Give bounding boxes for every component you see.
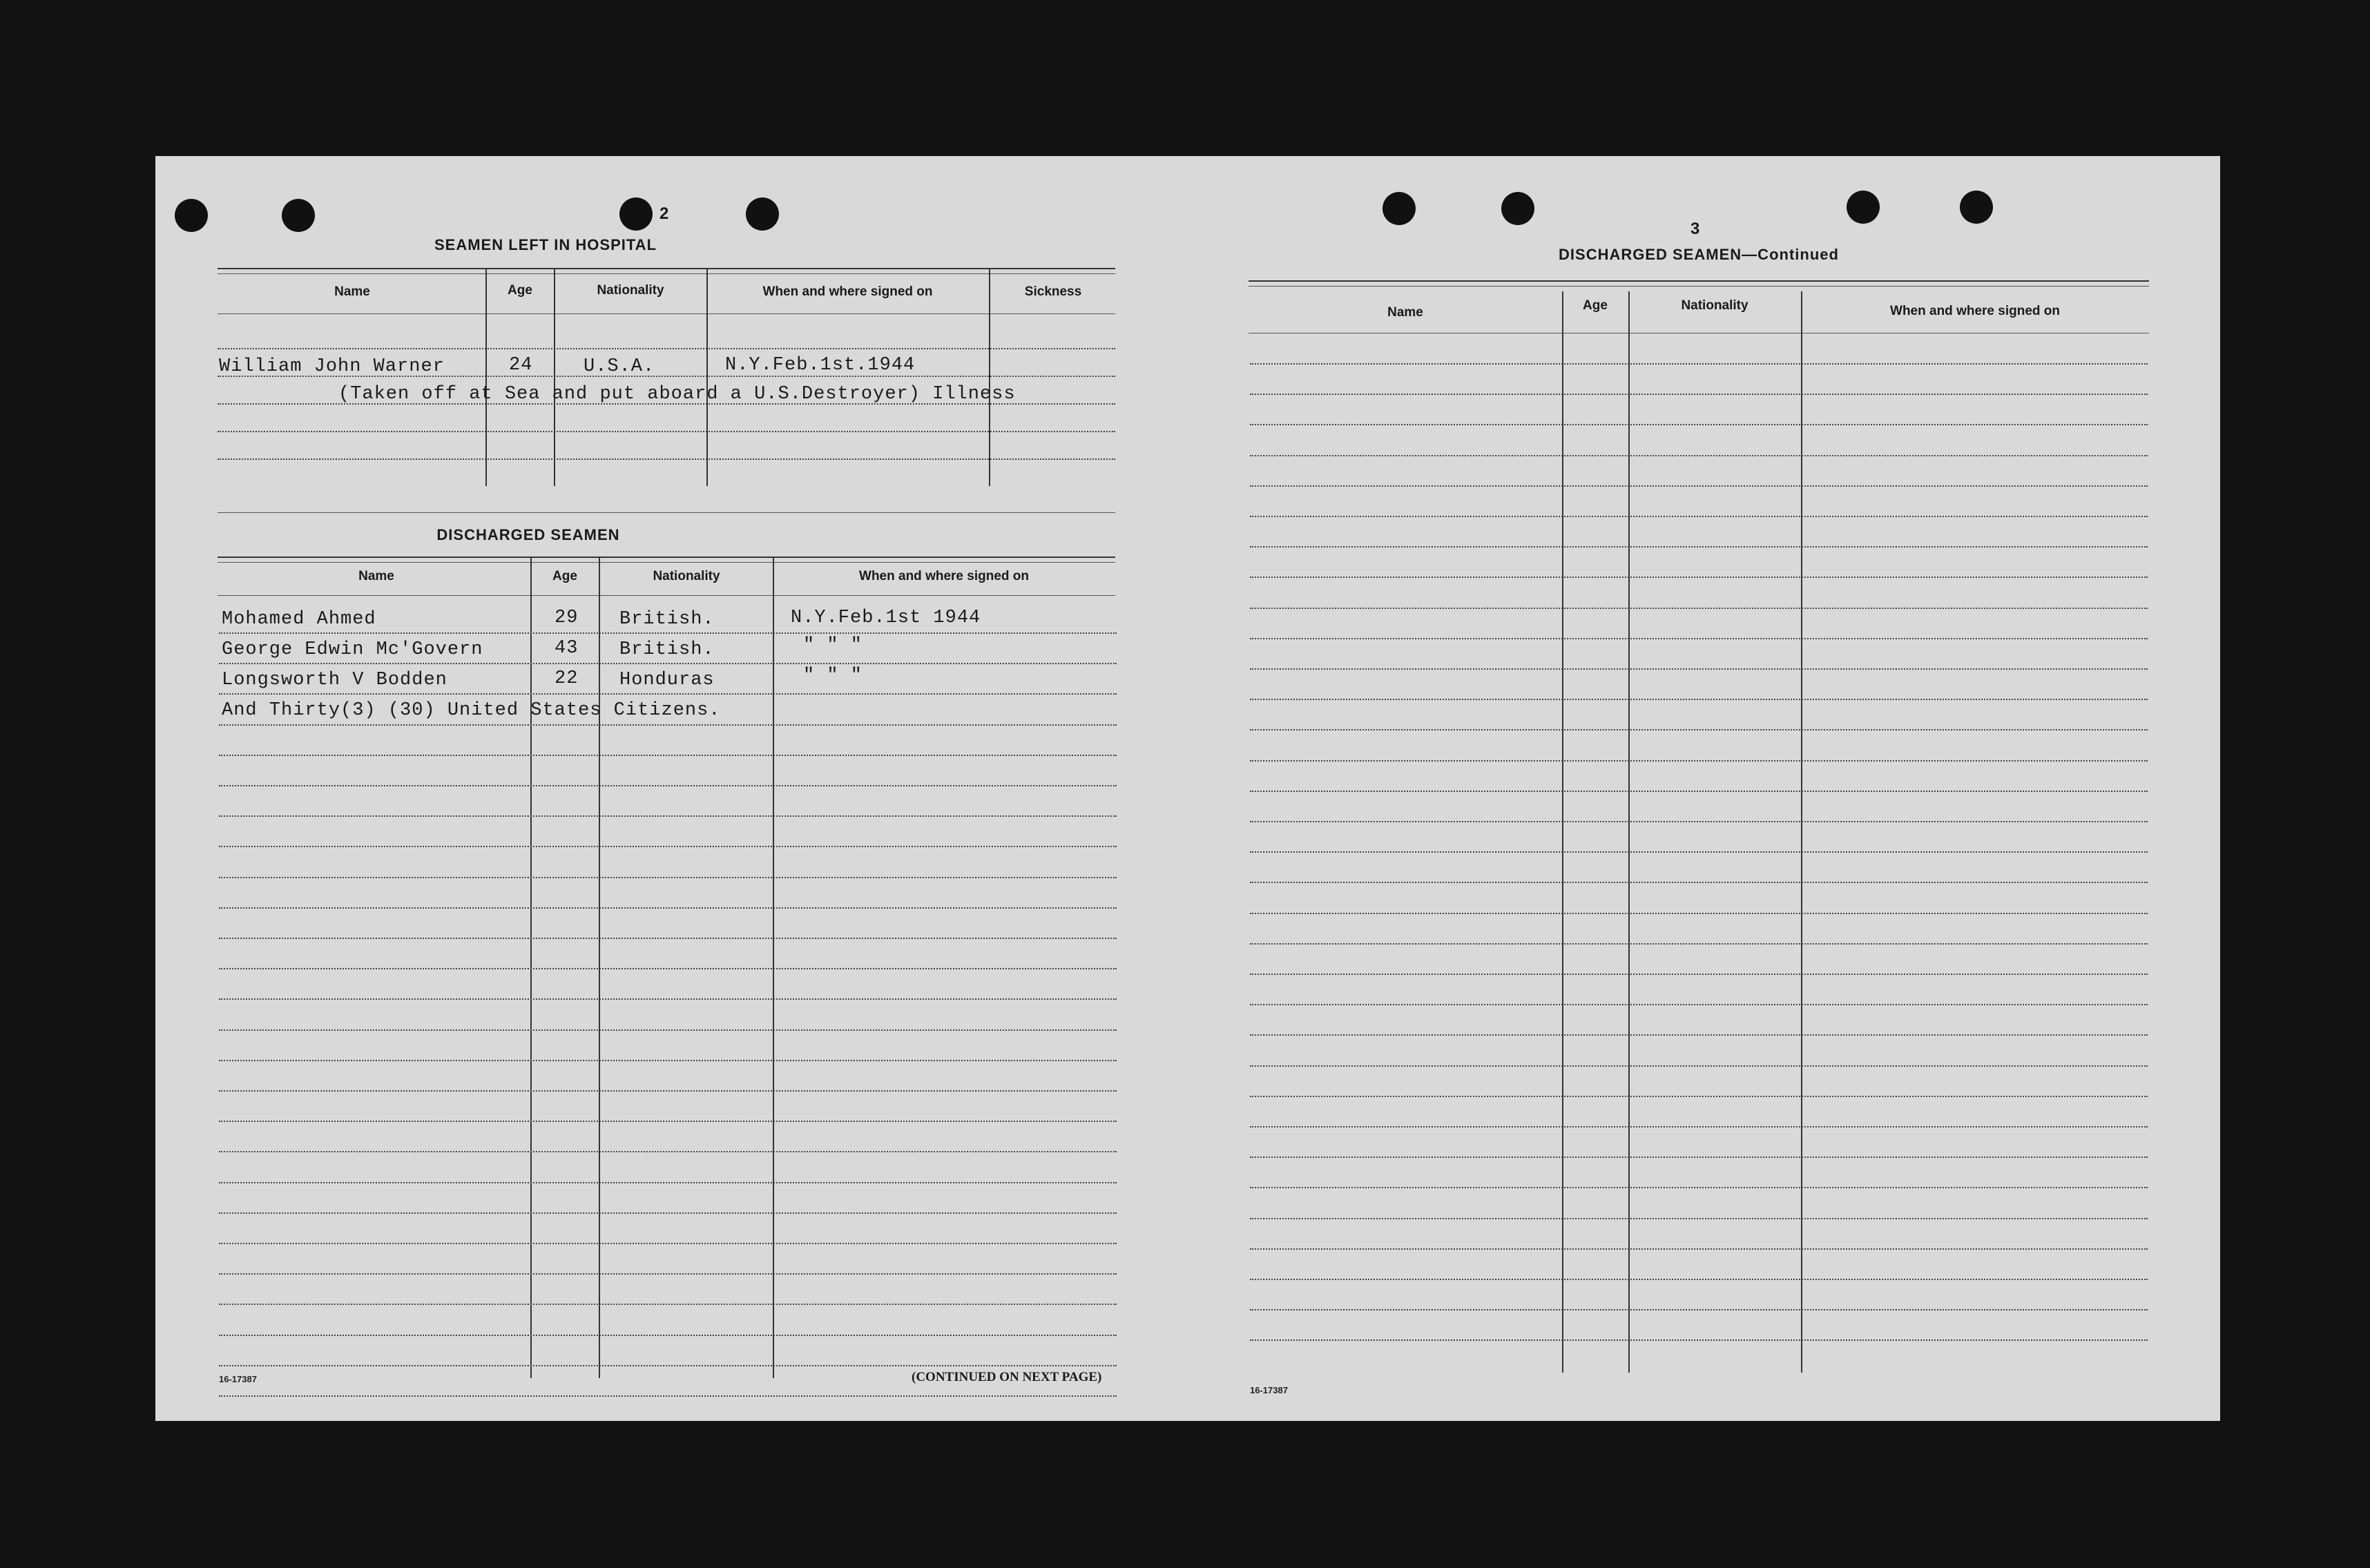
ruled-line (219, 1060, 1117, 1061)
page-number: 2 (659, 204, 669, 223)
ruled-line (219, 998, 1117, 1000)
table-rule (218, 273, 1115, 274)
ruled-line (219, 724, 1117, 726)
form-number: 16-17387 (219, 1374, 257, 1384)
punch-hole (1960, 191, 1993, 224)
hospital-section-title: SEAMEN LEFT IN HOSPITAL (434, 236, 657, 253)
discharged-row-age: 29 (555, 608, 579, 628)
ruled-line (1250, 1004, 2148, 1005)
right-page (1126, 156, 2220, 1421)
ruled-line (219, 1365, 1117, 1366)
column-divider (1628, 291, 1630, 1373)
ruled-line (1250, 546, 2148, 548)
discharged-row-signed-on: " " " (803, 635, 863, 656)
ruled-line (219, 1212, 1117, 1214)
table-rule (218, 595, 1115, 596)
ruled-line (219, 1151, 1117, 1152)
ruled-line (1250, 363, 2148, 365)
ruled-line (1250, 760, 2148, 762)
ruled-line (219, 938, 1117, 939)
col-signed-on: When and where signed on (859, 569, 1029, 583)
col-name: Name (358, 569, 394, 583)
ruled-line (1250, 851, 2148, 853)
ruled-line (219, 693, 1117, 695)
table-rule (218, 562, 1115, 563)
column-divider (989, 268, 990, 486)
col-age: Age (1583, 298, 1608, 313)
ruled-line (1250, 516, 2148, 517)
ruled-line (219, 755, 1117, 756)
discharged-row-nationality: British. (619, 639, 715, 660)
col-name: Name (1387, 305, 1423, 320)
col-sickness: Sickness (1024, 284, 1082, 299)
col-signed-on: When and where signed on (1890, 304, 2060, 318)
table-rule (218, 512, 1115, 513)
hospital-row-signed-on: N.Y.Feb.1st.1944 (725, 355, 916, 376)
ruled-line (1250, 455, 2148, 456)
form-number: 16-17387 (1250, 1385, 1288, 1395)
punch-hole (175, 199, 208, 232)
ruled-line (219, 907, 1117, 909)
ruled-line (219, 1395, 1117, 1397)
column-divider (1562, 291, 1563, 1373)
ruled-line (219, 968, 1117, 969)
ruled-line (1250, 1096, 2148, 1097)
ruled-line (219, 1243, 1117, 1244)
discharged-section-title: DISCHARGED SEAMEN (436, 526, 620, 543)
ruled-line (1250, 608, 2148, 609)
ruled-line (1250, 424, 2148, 425)
ruled-line (1250, 577, 2148, 578)
column-divider (773, 556, 774, 1378)
page-number: 3 (1690, 220, 1700, 238)
ruled-line (1250, 1248, 2148, 1250)
ruled-line (219, 1090, 1117, 1092)
ruled-line (1250, 1187, 2148, 1188)
table-rule (218, 431, 1115, 432)
hospital-row-age: 24 (509, 355, 533, 376)
column-divider (706, 268, 708, 486)
ruled-line (1250, 638, 2148, 639)
discharged-row-name: George Edwin Mc'Govern (222, 639, 483, 660)
punch-hole (282, 199, 315, 232)
table-rule (1249, 286, 2149, 287)
ruled-line (219, 1335, 1117, 1336)
ruled-line (1250, 1156, 2148, 1158)
hospital-row-nationality: U.S.A. (584, 356, 655, 377)
hospital-note: (Taken off at Sea and put aboard a U.S.Destroyer) Illness (338, 384, 1016, 405)
ruled-line (1250, 882, 2148, 883)
col-nationality: Nationality (597, 283, 664, 298)
punch-hole (1847, 191, 1880, 224)
table-rule (1249, 280, 2149, 282)
punch-hole (619, 197, 653, 231)
ruled-line (219, 846, 1117, 847)
column-divider (485, 268, 487, 486)
discharged-row-age: 22 (555, 668, 579, 689)
table-rule (218, 458, 1115, 460)
ruled-line (1250, 394, 2148, 395)
ruled-line (1250, 1218, 2148, 1219)
punch-hole (746, 197, 779, 231)
ruled-line (1250, 1034, 2148, 1036)
discharged-row-signed-on: " " " (803, 666, 863, 686)
ruled-line (1250, 485, 2148, 487)
ruled-line (219, 1029, 1117, 1031)
punch-hole (1382, 192, 1416, 225)
col-age: Age (508, 283, 532, 298)
discharged-row-signed-on: N.Y.Feb.1st 1944 (791, 608, 981, 628)
column-divider (530, 556, 532, 1378)
ruled-line (219, 1121, 1117, 1122)
ruled-line (219, 632, 1117, 634)
col-nationality: Nationality (653, 569, 720, 583)
col-name: Name (334, 284, 370, 299)
discharged-row-name: Longsworth V Bodden (222, 670, 447, 690)
punch-hole (1501, 192, 1534, 225)
ruled-line (1250, 699, 2148, 700)
left-page (155, 156, 1126, 1421)
ruled-line (1250, 791, 2148, 792)
ruled-line (219, 785, 1117, 786)
col-nationality: Nationality (1681, 298, 1748, 313)
ruled-line (1250, 1309, 2148, 1310)
continued-note: (CONTINUED ON NEXT PAGE) (912, 1370, 1102, 1384)
ruled-line (1250, 729, 2148, 730)
ruled-line (1250, 668, 2148, 670)
ruled-line (1250, 1126, 2148, 1127)
ruled-line (219, 1182, 1117, 1183)
ruled-line (219, 1304, 1117, 1305)
column-divider (1801, 291, 1802, 1373)
discharged-row-age: 43 (555, 638, 579, 659)
ruled-line (1250, 913, 2148, 914)
table-rule (218, 268, 1115, 269)
column-divider (554, 268, 555, 486)
table-rule (218, 556, 1115, 558)
discharged-row-nationality: British. (619, 609, 715, 630)
ruled-line (1250, 1065, 2148, 1067)
column-divider (599, 556, 600, 1378)
col-signed-on: When and where signed on (762, 284, 933, 299)
discharged-row-name: Mohamed Ahmed (222, 609, 376, 630)
right-section-title: DISCHARGED SEAMEN—Continued (1559, 246, 1839, 263)
ruled-line (1250, 974, 2148, 975)
table-rule (218, 348, 1115, 349)
ruled-line (219, 877, 1117, 878)
hospital-row-name: William John Warner (219, 356, 445, 377)
ruled-line (219, 1273, 1117, 1275)
ruled-line (1250, 1279, 2148, 1280)
ruled-line (1250, 1339, 2148, 1341)
col-age: Age (552, 569, 577, 583)
ruled-line (219, 815, 1117, 817)
discharged-summary-line: And Thirty(3) (30) United States Citizens. (222, 700, 721, 721)
ruled-line (1250, 943, 2148, 945)
ruled-line (219, 663, 1117, 664)
ruled-line (1250, 821, 2148, 822)
discharged-row-nationality: Honduras (619, 670, 715, 690)
table-rule (218, 313, 1115, 314)
